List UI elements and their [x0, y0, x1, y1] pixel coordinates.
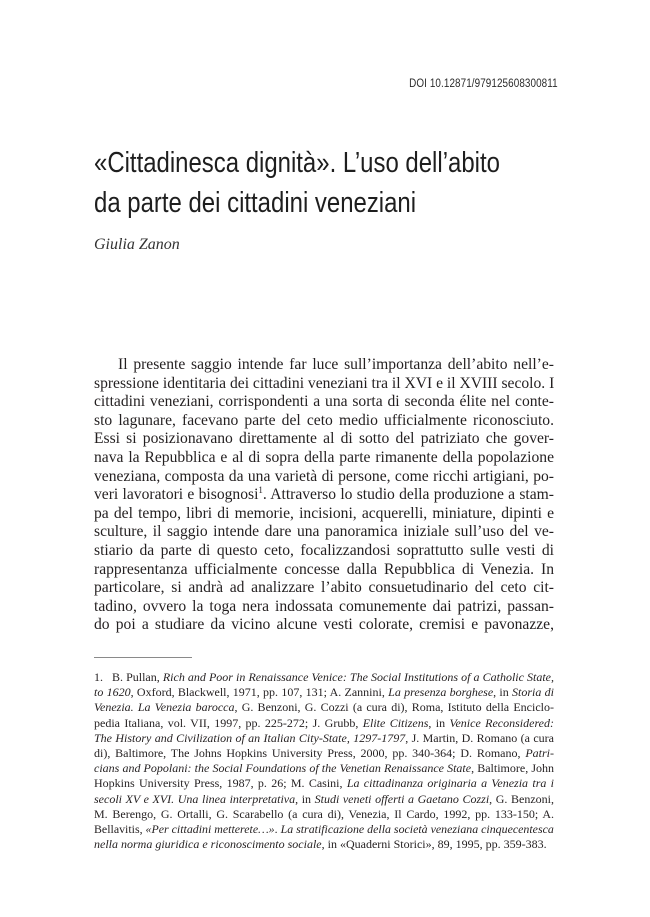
- footnote-reference[interactable]: 1: [258, 485, 263, 496]
- footnote-text: Hopkins University Press, 1987, p. 26; M. Casini,: [94, 776, 347, 791]
- abstract-line: Essi si posizionavano direttamente al di sotto del patriziato che gover-: [94, 430, 554, 448]
- footnote-divider: [94, 657, 192, 658]
- footnote-title: «Per cittadini metterete…»: [145, 822, 275, 837]
- footnote-title: Venice Reconsidered:: [449, 715, 554, 730]
- footnote-text: di), Baltimore, The Johns Hopkins University Press, 2000, pp. 340-364; D. Romano,: [94, 746, 526, 761]
- abstract-paragraph: [94, 356, 554, 635]
- abstract-line: [94, 486, 554, 505]
- footnote-text: , G. Benzoni,: [489, 791, 554, 806]
- footnote-text: , in: [493, 685, 513, 700]
- footnote-text: pedia Italiana, vol. VII, 1997, pp. 225-272; J. Grubb,: [94, 715, 363, 730]
- footnote-title: secoli XV e XVI. Una linea interpretativa: [94, 791, 296, 806]
- footnote-title: cians and Popolani: the Social Foundations of the Venetian Renaissance State: [94, 761, 472, 776]
- footnote-title: The History and Civilization of an Italian City-State, 1297-1797: [94, 730, 406, 745]
- footnote-text: , Oxford, Blackwell, 1971, pp. 107, 131; A. Zannini,: [130, 685, 389, 700]
- footnote-line: [94, 700, 554, 715]
- footnote-title: Venezia. La Venezia barocca: [94, 700, 235, 715]
- footnote-text: , in: [295, 791, 315, 806]
- footnote-title: La stratificazione della società veneziana cinquecentesca: [280, 822, 554, 837]
- abstract-line: spressione identitaria dei cittadini veneziani tra il XVI e il XVIII secolo. I: [94, 374, 555, 392]
- abstract-line: sculture, il saggio intende dare una panoramica iniziale sull’uso del ve-: [94, 523, 554, 541]
- footnote-title: Elite Citizens: [362, 715, 429, 730]
- footnote-text: , in: [428, 715, 450, 730]
- footnote-line: [94, 761, 554, 776]
- footnote-line: [94, 746, 554, 761]
- footnote-title: Storia di: [512, 685, 554, 700]
- abstract-line: rappresentanza ufficialmente concesse dalla Repubblica di Venezia. In: [94, 560, 554, 578]
- abstract-line: cittadini veneziani, corrispondenti a una sorta di seconda élite nel conte-: [94, 393, 554, 411]
- footnote-line: [94, 776, 554, 791]
- article-title: [94, 143, 500, 223]
- footnote-text: M. Berengo, G. Ortalli, G. Scarabello (a cura di), Venezia, Il Cardo, 1992, pp. 133-150; A.: [94, 806, 554, 821]
- title-line: da parte dei cittadini veneziani: [94, 187, 417, 219]
- abstract-line: particolare, si andrà ad analizzare l’abito consuetudinario del ceto cit-: [94, 579, 554, 597]
- abstract-line: stiario da parte di questo ceto, focalizzandosi soprattutto sulle vesti di: [94, 541, 554, 559]
- footnote-title: Rich and Poor in Renaissance Venice: The Social Institutions of a Catholic State,: [162, 670, 555, 684]
- footnote-line: [94, 792, 554, 807]
- doi-label: DOI 10.12871/979125608300811: [409, 78, 558, 90]
- footnote-text: , in «Quaderni Storici», 89, 1995, pp. 359-383.: [321, 837, 547, 852]
- footnote-title: to 1620: [94, 685, 131, 700]
- footnote-title: Studi veneti offerti a Gaetano Cozzi: [314, 791, 490, 806]
- author-name: Giulia Zanon: [94, 236, 180, 253]
- footnote-line: [94, 731, 554, 746]
- abstract-line: do poi a studiare da vicino alcune vesti colorate, cremisi e pavonazze,: [94, 616, 554, 634]
- footnote-text: , Baltimore, John: [471, 761, 554, 776]
- footnote-line: [94, 685, 554, 700]
- footnote-title: La presenza borghese: [388, 685, 494, 700]
- footnote-text: Bellavitis,: [94, 822, 146, 837]
- footnote-text: B. Pullan,: [112, 670, 163, 684]
- footnote-title: La cittadinanza originaria a Venezia tra i: [346, 776, 555, 791]
- abstract-line: tadino, ovvero la toga nera indossata comunemente dai patrizi, passan-: [94, 597, 554, 615]
- abstract-text: veri lavoratori e bisognosi: [94, 486, 259, 504]
- abstract-line: veneziana, composta da una varietà di persone, come ricchi artigiani, po-: [94, 467, 554, 485]
- footnote-text: , J. Martin, D. Romano (a cura: [405, 730, 554, 745]
- footnote-line: [94, 822, 554, 837]
- footnote-line: [94, 837, 554, 852]
- footnote-line: [94, 807, 554, 822]
- footnote-text: , G. Benzoni, G. Cozzi (a cura di), Roma, Istituto della Enciclo-: [234, 700, 554, 715]
- abstract-text: . Attraverso lo studio della produzione a stam-: [262, 486, 554, 504]
- footnote-text: .: [274, 822, 281, 837]
- footnote-line: [94, 670, 554, 685]
- footnote-title: nella norma giuridica e riconoscimento sociale: [94, 837, 322, 852]
- footnote-block: [94, 670, 554, 852]
- footnote-title: Patri-: [525, 746, 554, 761]
- title-line: «Cittadinesca dignità». L’uso dell’abito: [94, 147, 500, 179]
- footnote-line: [94, 716, 554, 731]
- footnote-number: 1.: [94, 670, 103, 684]
- abstract-line: pa del tempo, libri di memorie, incisioni, acquerelli, miniature, dipinti e: [94, 504, 554, 522]
- abstract-line: nava la Repubblica e al di sopra della parte rimanente della popolazione: [94, 448, 554, 466]
- abstract-line: Il presente saggio intende far luce sull’importanza dell’abito nell’e-: [118, 356, 554, 373]
- abstract-line: sto lagunare, facevano parte del ceto medio ufficialmente riconosciuto.: [94, 411, 554, 429]
